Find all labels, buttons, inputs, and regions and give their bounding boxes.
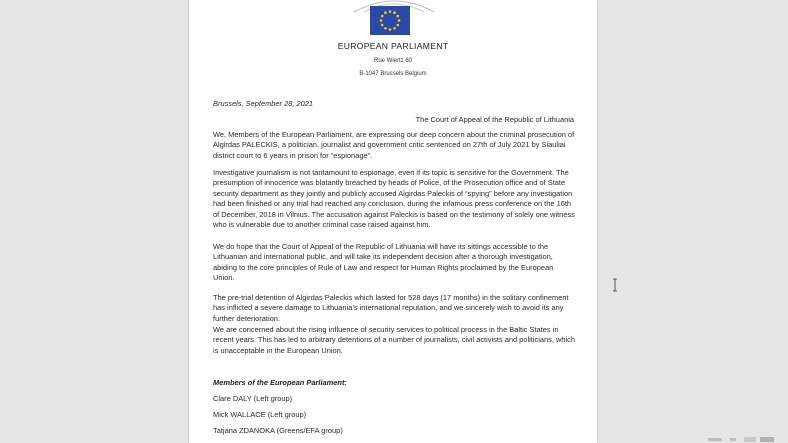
paragraph-concern: We, Members of the European Parliament, are expressing our deep concern about the criminal prosecution of Algirdas PALECKIS, a politician, journalist and government critic sentenced on 27th of July 2021 by Siauliai district court to 6 years in prison for “espionage”. [213, 130, 575, 160]
letter-recipient: The Court of Appeal of the Republic of Lithuania [415, 115, 574, 124]
paragraph-court-hope: We do hope that the Court of Appeal of the Republic of Lithuania will have its sittings accessible to the Lithuanian and international public, and will take its independent decision after a thorough investigation, abiding to the core principles of Rule of Law and respect for Human Rights proclaimed by the European Union. [213, 242, 554, 283]
paragraph-detention: The pre-trial detention of Algirdas Paleckis which lasted for 528 days (17 months) in the solitary confinement has inflicted a severe damage to Lithuania’s international reputation, and we sincerely wish to avoid its any further deterioration. [213, 293, 569, 323]
member-signatory: Tatjana ZDANOKA (Greens/EFA group) [213, 426, 343, 435]
letter-date: Brussels, September 28, 2021 [213, 99, 314, 108]
status-bar-icons [700, 436, 780, 443]
institution-name: EUROPEAN PARLIAMENT [337, 41, 449, 51]
paragraph-journalism: Investigative journalism is not tantamount to espionage, even if its topic is sensitive for the Government. The presumption of innocence was blatantly breached by heads of Police, of the Prosecution office and of State security department as they jointly and publicly accused Algirdas Paleckis of “spying” before any investigation had been finished or any trial had reached any conclusion, during the infamous press conference on the 16th of December, 2018 in Vilnius. The accusation against Paleckis is based on the testimony of solely one witness who is vulnerable due to another criminal case raised against him. [213, 168, 575, 230]
eu-flag-icon [370, 6, 410, 35]
member-signatory: Mick WALLACE (Left group) [213, 410, 307, 419]
members-heading: Members of the European Parliament: [213, 378, 347, 387]
document-page [189, 0, 597, 443]
text-cursor-icon [610, 278, 620, 292]
member-signatory: Clare DALY (Left group) [213, 394, 293, 403]
address-city: B-1047 Brussels Belgium [359, 71, 427, 77]
address-street: Rue Wiertz 60 [373, 58, 412, 64]
paragraph-security-services: We are concerned about the rising influence of security services to political process in the Baltic States in recent years. This has led to arbitrary detentions of a number of journalists, civil activists and politicians, which is unacceptable in the European Union. [213, 325, 575, 355]
